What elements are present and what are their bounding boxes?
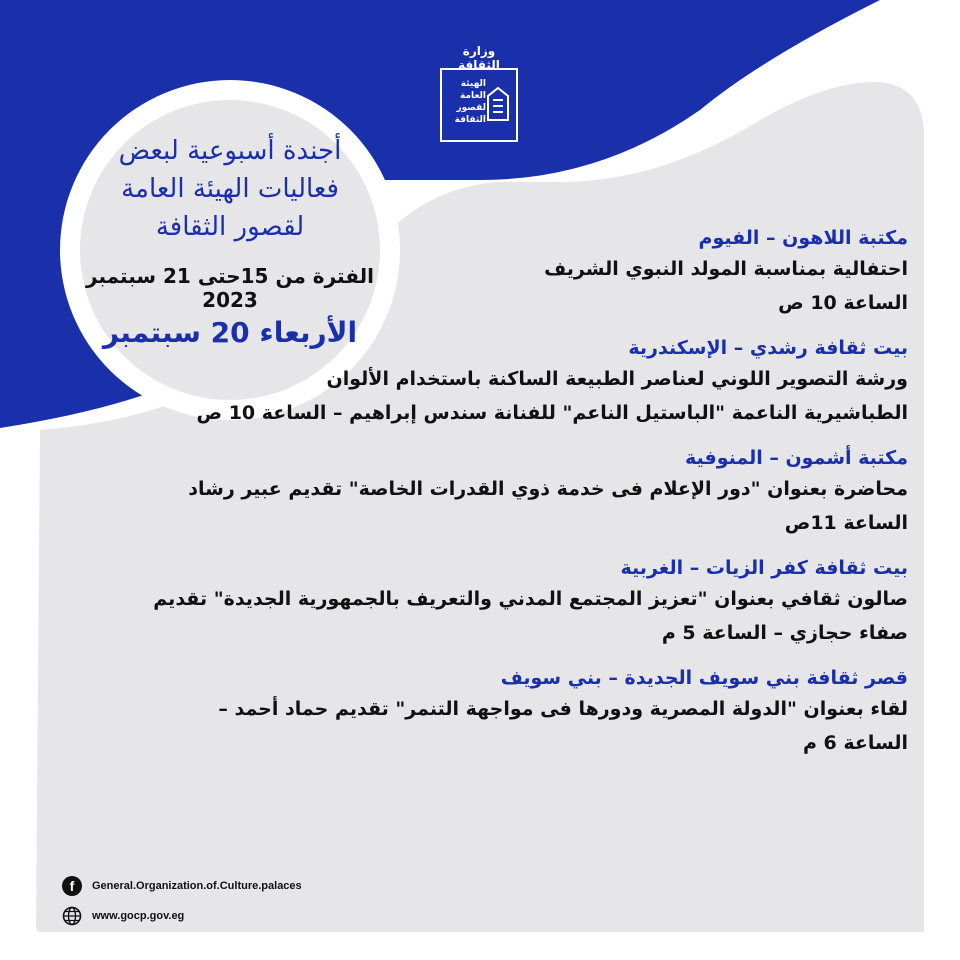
event-venue: مكتبة أشمون – المنوفية	[684, 447, 908, 469]
website-url: www.gocp.gov.eg	[92, 910, 185, 922]
facebook-link[interactable]	[62, 876, 302, 896]
gocp-logo	[440, 68, 518, 142]
event-line: صالون ثقافي بعنوان "تعزيز المجتمع المدني والتعريف بالجمهورية الجديدة" تقديم	[153, 588, 908, 610]
logo-authority-text: الهيئة العامة لقصور الثقافة	[454, 79, 486, 125]
event-item	[148, 224, 908, 320]
agenda-title: أجندة أسبوعية لبعض فعاليات الهيئة العامة لقصور الثقافة	[118, 136, 342, 242]
event-line: الساعة 10 ص	[778, 292, 908, 314]
globe-icon	[62, 906, 82, 926]
event-item	[148, 444, 908, 540]
ministry-name: وزارة الثقافة	[458, 44, 500, 72]
agenda-date: الأربعاء 20 سبتمبر	[102, 316, 358, 349]
event-venue: بيت ثقافة كفر الزيات – الغربية	[620, 557, 908, 579]
event-venue: مكتبة اللاهون – الفيوم	[698, 227, 908, 249]
events-list	[148, 224, 908, 774]
event-venue: بيت ثقافة رشدي – الإسكندرية	[628, 337, 908, 359]
event-line: الطباشيرية الناعمة "الباستيل الناعم" للفنانة سندس إبراهيم – الساعة 10 ص	[196, 402, 908, 424]
event-venue: قصر ثقافة بني سويف الجديدة – بني سويف	[500, 667, 908, 689]
agenda-period: الفترة من 15حتى 21 سبتمبر 2023	[86, 264, 374, 312]
building-icon	[486, 86, 510, 122]
website-link[interactable]	[62, 906, 184, 926]
facebook-icon: f	[62, 876, 82, 896]
event-line: محاضرة بعنوان "دور الإعلام فى خدمة ذوي القدرات الخاصة" تقديم عبير رشاد	[188, 478, 908, 500]
event-line: الساعة 11ص	[784, 512, 908, 534]
event-line: ورشة التصوير اللوني لعناصر الطبيعة الساكنة باستخدام الألوان	[326, 368, 908, 390]
event-item	[148, 554, 908, 650]
facebook-handle: General.Organization.of.Culture.palaces	[92, 880, 302, 892]
event-line: صفاء حجازي – الساعة 5 م	[661, 622, 908, 644]
event-line: لقاء بعنوان "الدولة المصرية ودورها فى مواجهة التنمر" تقديم حماد أحمد – الساعة 6 م	[218, 698, 908, 754]
event-line: احتفالية بمناسبة المولد النبوي الشريف	[544, 258, 908, 280]
event-item	[148, 664, 908, 760]
event-item	[148, 334, 908, 430]
